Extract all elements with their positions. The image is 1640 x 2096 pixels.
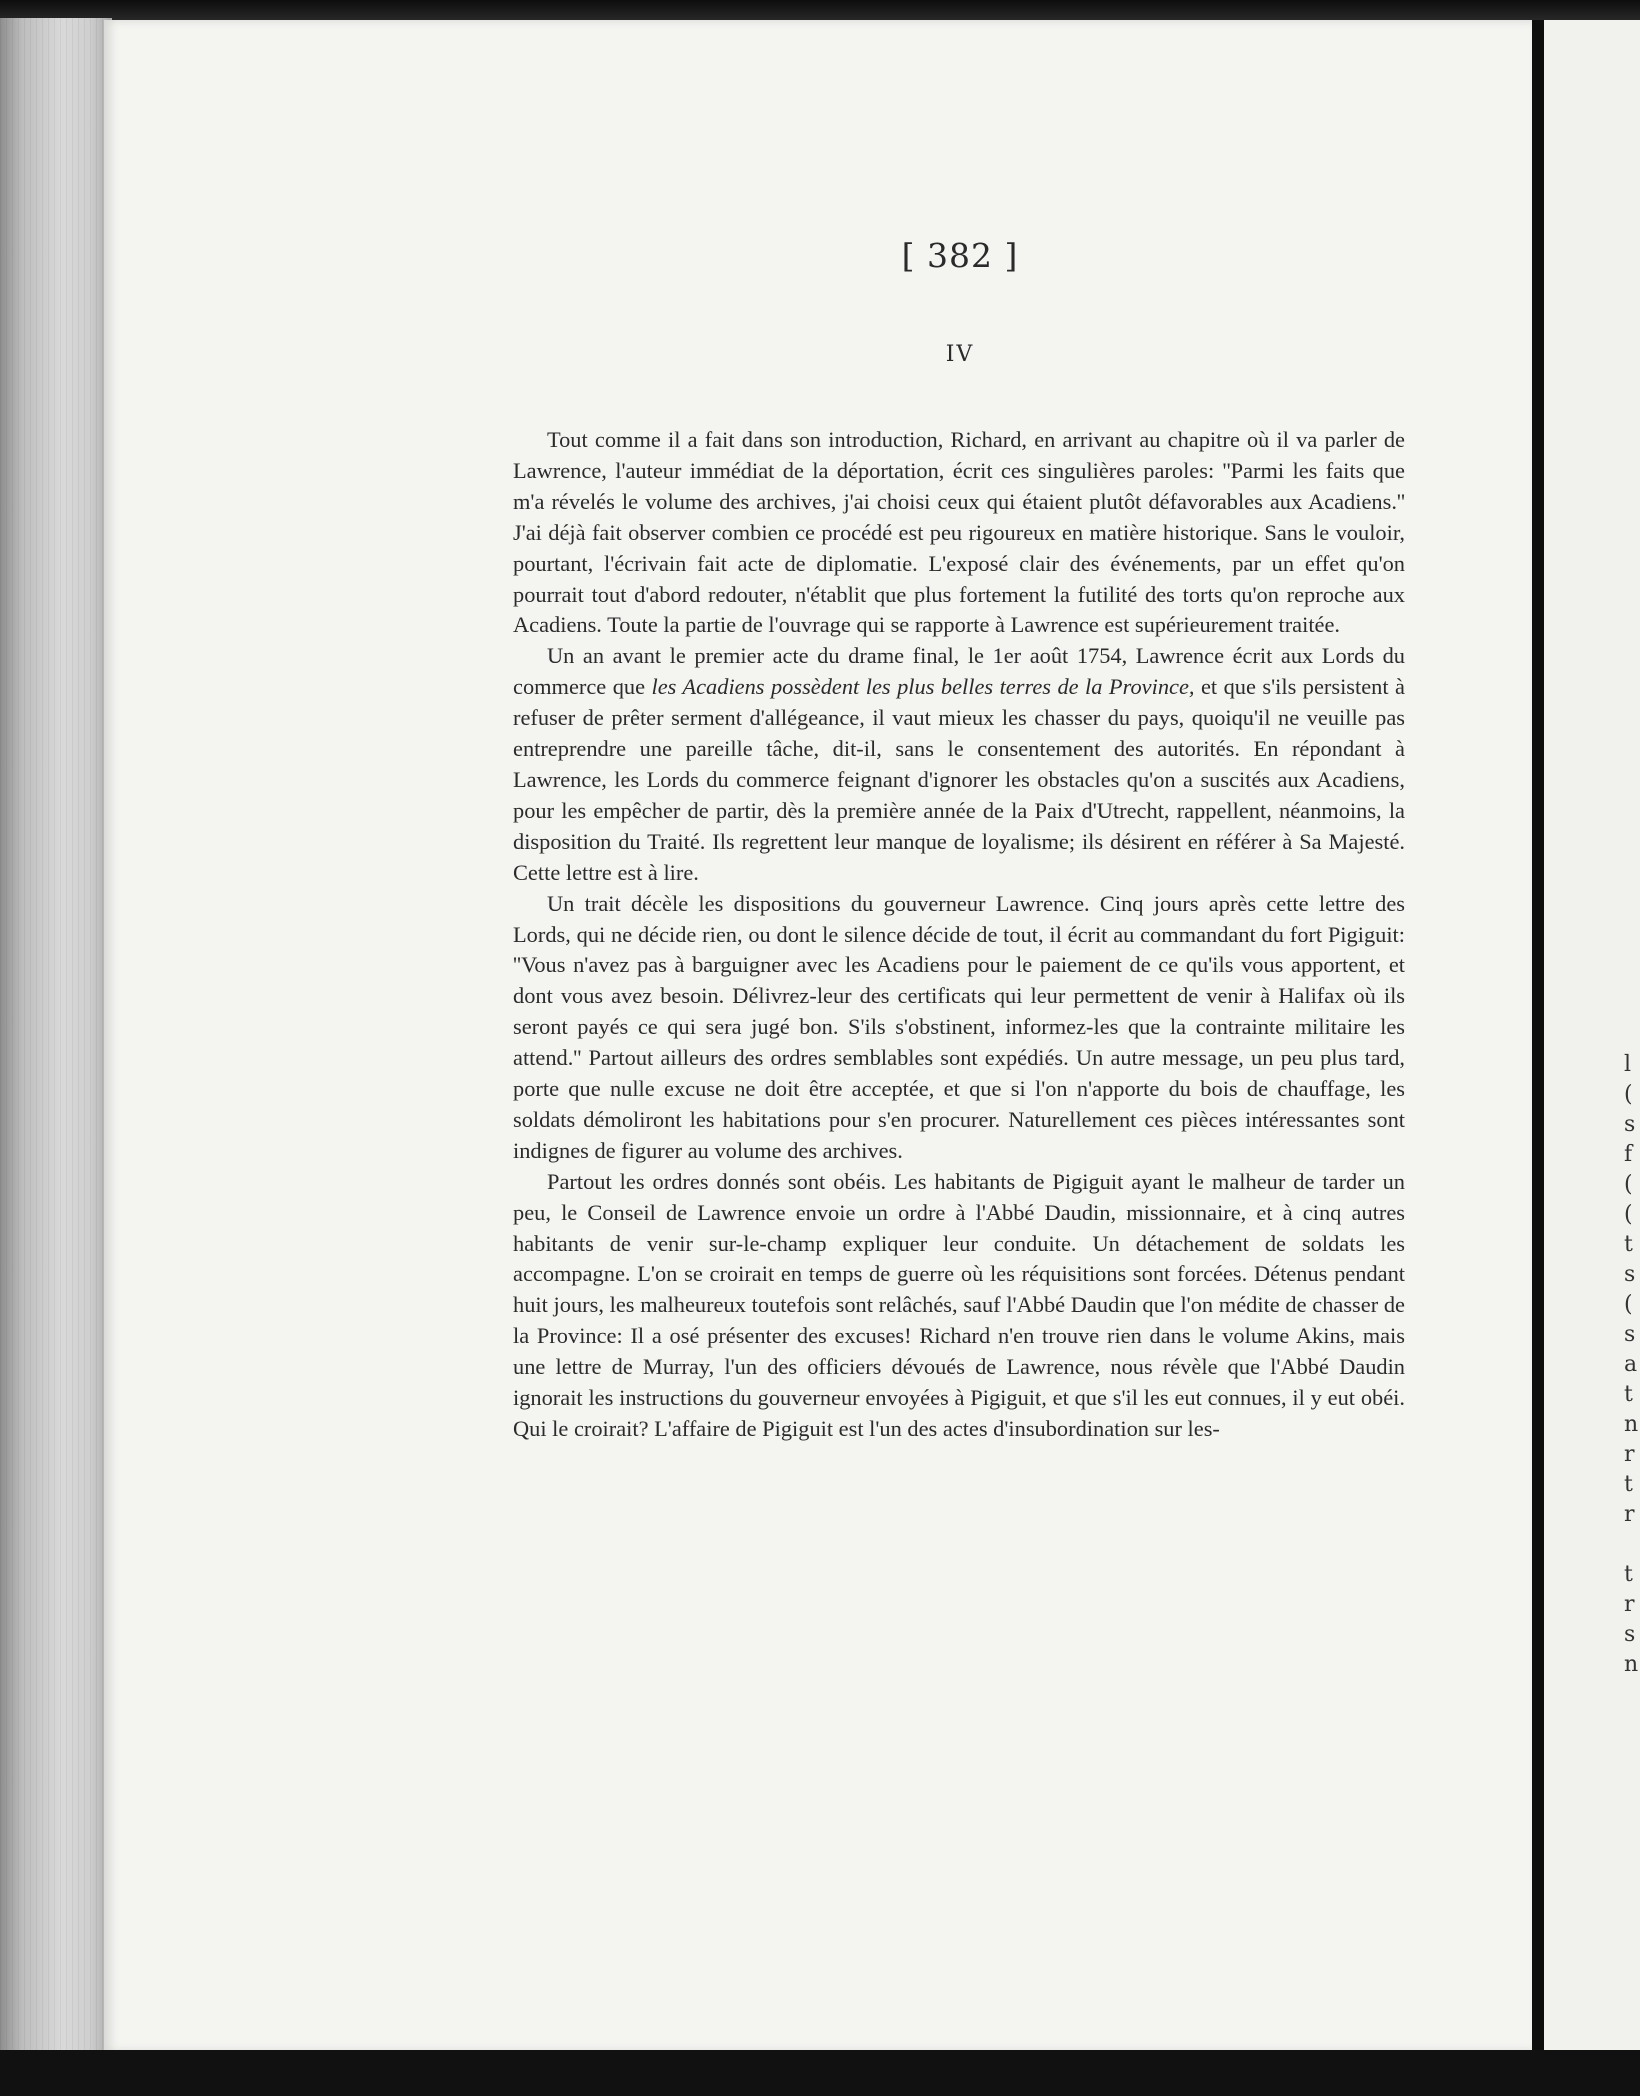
paragraph-2-end: et que s'ils persistent à refuser de prêter serment d'allégeance, il vaut mieux les chasser du pays, quoiqu'il ne veuille pas entreprendre une pareille tâche, dit-il, sans le consentement des autorités. En répondant à Lawrence, les Lords du commerce feignant d'ignorer les obstacles qu'on a suscités aux Acadiens, pour les empêcher de partir, dès la première année de la Paix d'Utrecht, rappellent, néanmoins, la disposition du Traité. Ils regrettent leur manque de loyalisme; ils désirent en référer à Sa Majesté. Cette lettre est à lire. — [513, 674, 1405, 885]
adjacent-letter: s — [1624, 1262, 1636, 1287]
section-heading: IV — [945, 342, 975, 367]
adjacent-letter — [1624, 1530, 1640, 1560]
adjacent-page — [1544, 20, 1640, 2052]
body-text — [513, 425, 1405, 1445]
adjacent-letter: f — [1624, 1142, 1633, 1167]
paragraph-2-start: Un an avant le premier acte du drame final, le 1er août 1754, Lawrence écrit aux Lords du commerce que — [513, 643, 1405, 700]
adjacent-letter: t — [1624, 1472, 1633, 1497]
paragraph-2-italic-quote: les Acadiens possèdent les plus belles terres de la Province, — [651, 674, 1195, 700]
book-page-edges-lines — [0, 18, 112, 2054]
adjacent-letter: l — [1624, 1052, 1632, 1077]
adjacent-letter: ( — [1624, 1082, 1633, 1107]
adjacent-letter: n — [1624, 1652, 1639, 1677]
adjacent-letter: s — [1624, 1112, 1636, 1137]
adjacent-letter: t — [1624, 1562, 1633, 1587]
adjacent-letter: r — [1624, 1592, 1635, 1617]
adjacent-letter: t — [1624, 1382, 1633, 1407]
adjacent-page-text-fragments — [1624, 1050, 1640, 1680]
paragraph-3: Un trait décèle les dispositions du gouverneur Lawrence. Cinq jours après cette lettre des Lords, qui ne décide rien, ou dont le silence décide de tout, il écrit au commandant du fort Pigiguit: ''Vous n'avez pas à barguigner avec les Acadiens pour le paiement de ce qu'ils vous apportent, et dont vous avez besoin. Délivrez-leur des certificats qui leur permettent de venir à Halifax où ils seront payés ce qui sera jugé bon. S'ils s'obstinent, informez-les que la contrainte militaire les attend.'' Partout ailleurs des ordres semblables sont expédiés. Un autre message, un peu plus tard, porte que nulle excuse ne doit être acceptée, et que si l'on n'apporte du bois de chauffage, les soldats démoliront les habitations pour s'en procurer. Naturellement ces pièces intéressantes sont indignes de figurer au volume des archives. — [513, 890, 1405, 1163]
adjacent-letter: ( — [1624, 1202, 1633, 1227]
paragraph-4: Partout les ordres donnés sont obéis. Les habitants de Pigiguit ayant le malheur de tarder un peu, le Conseil de Lawrence envoie un ordre à l'Abbé Daudin, missionnaire, et à cinq autres habitants de venir sur-le-champ expliquer leur conduite. Un détachement de soldats les accompagne. L'on se croirait en temps de guerre où les réquisitions sont forcées. Détenus pendant huit jours, les malheureux toutefois sont relâchés, sauf l'Abbé Daudin que l'on médite de chasser de la Province: Il a osé présenter des excuses! Richard n'en trouve rien dans le volume Akins, mais une lettre de Murray, l'un des officiers dévoués de Lawrence, nous révèle que l'Abbé Daudin ignorait les instructions du gouverneur envoyées à Pigiguit, et que s'il les eut connues, il y eut obéi. Qui le croirait? L'affaire de Pigiguit est l'un des actes d'insubordination sur les- — [513, 1168, 1405, 1441]
book-gutter-shadow — [1532, 20, 1544, 2052]
adjacent-letter: ( — [1624, 1172, 1633, 1197]
scan-top-border — [0, 0, 1640, 22]
scan-bottom-border — [0, 2050, 1640, 2096]
adjacent-letter: n — [1624, 1412, 1639, 1437]
adjacent-letter: a — [1624, 1352, 1638, 1377]
page-number: [ 382 ] — [901, 236, 1019, 275]
adjacent-letter: s — [1624, 1622, 1636, 1647]
paragraph-1: Tout comme il a fait dans son introduction, Richard, en arrivant au chapitre où il va parler de Lawrence, l'auteur immédiat de la déportation, écrit ces singulières paroles: ''Parmi les faits que m'a révelés le volume des archives, j'ai choisi ceux qui étaient plutôt défavorables aux Acadiens.'' J'ai déjà fait observer combien ce procédé est peu rigoureux en matière historique. Sans le vouloir, pourtant, l'écrivain fait acte de diplomatie. L'exposé clair des événements, par un effet qu'on pourrait tout d'abord redouter, n'établit que plus fortement la futilité des torts qu'on reproche aux Acadiens. Toute la partie de l'ouvrage qui se rapporte à Lawrence est supérieurement traitée. — [513, 427, 1405, 638]
adjacent-letter: s — [1624, 1322, 1636, 1347]
paragraph-2 — [513, 641, 1405, 888]
adjacent-letter: ( — [1624, 1292, 1633, 1317]
adjacent-letter: t — [1624, 1232, 1633, 1257]
adjacent-letter: r — [1624, 1442, 1635, 1467]
adjacent-letter: r — [1624, 1502, 1635, 1527]
